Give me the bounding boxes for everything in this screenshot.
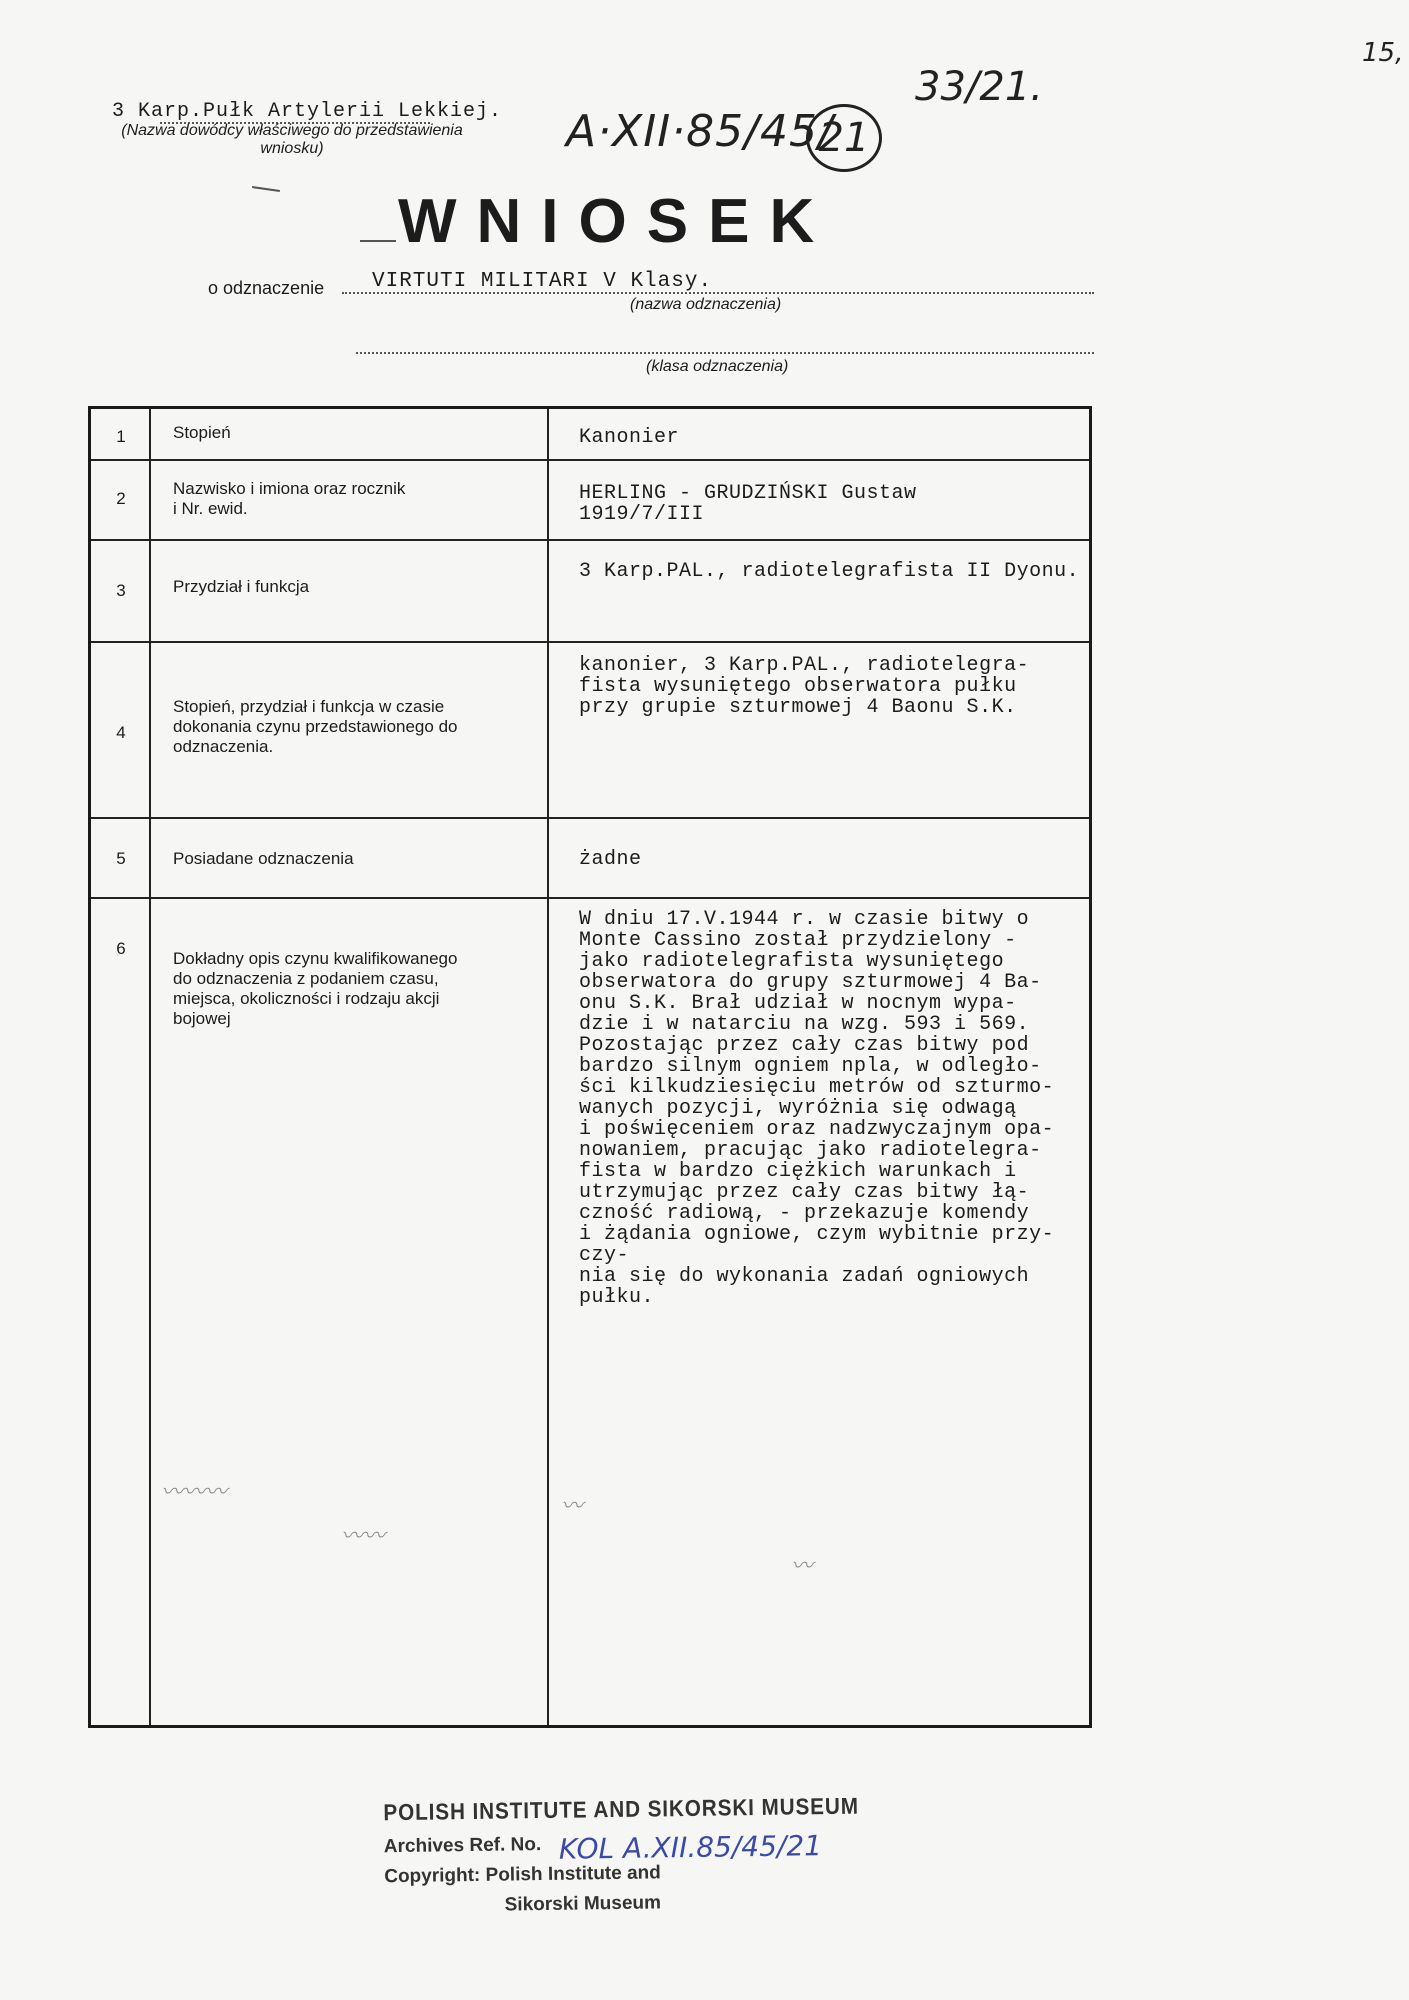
row-1-value: Kanonier	[579, 426, 680, 449]
circled-number-text: 21	[818, 115, 870, 161]
pencil-scribble-4: 〰	[791, 1553, 814, 1578]
row-divider-3	[91, 641, 1089, 643]
pencil-scribble-3: 〰	[561, 1493, 584, 1518]
unit-name: 3 Karp.Pułk Artylerii Lekkiej.	[112, 100, 503, 123]
row-5-label: Posiadane odznaczenia	[173, 849, 354, 868]
row-1-number: 1	[116, 427, 126, 446]
unit-caption-line1: (Nazwa dowódcy właściwego do przedstawienia	[121, 122, 463, 139]
stamp-copyright-line2: Sikorski Museum	[504, 1892, 662, 1916]
title-mark-2	[360, 240, 396, 242]
row-5-value: żadne	[579, 848, 642, 871]
row-3-number: 3	[116, 581, 126, 600]
row-6-value: W dniu 17.V.1944 r. w czasie bitwy o Monte Cassino został przydzielony - jako radiotelegrafista wysuniętego obserwatora do grupy szturmowej 4 Ba- onu S.K. Brał udział w nocnym wypa- dzie i w natarciu na wzg. 593 i 569. Pozostając przez cały czas bitwy pod bardzo silnym ogniem npla, w odległo- ści kilkudziesięciu metrów od szturmo- wanych pozycji, wyróżnia się odwagą i poświęceniem oraz nadzwyczajnym opa- nowaniem, pracując jako radiotelegra- fista w bardzo ciężkich warunkach i utrzymując przez cały czas bitwy łą- czność radiową, - przekazuje komendy i żądania ogniowe, czym wybitnie przy- czy- nia się do wykonania zadań ogniowych pułku.	[579, 908, 1055, 1309]
column-divider-1	[149, 409, 151, 1725]
award-name-caption: (nazwa odznaczenia)	[630, 296, 782, 313]
row-3-value: 3 Karp.PAL., radiotelegrafista II Dyonu.	[579, 560, 1080, 583]
row-6-label: Dokładny opis czynu kwalifikowanego do odznaczenia z podaniem czasu, miejsca, okoliczności i rodzaju akcji bojowej	[173, 949, 458, 1028]
award-name: VIRTUTI MILITARI V Klasy.	[372, 270, 713, 293]
corner-page-number: 15,	[1362, 38, 1404, 68]
folio-number: 33/21.	[915, 64, 1043, 110]
row-4-label: Stopień, przydział i funkcja w czasie dokonania czynu przedstawionego do odznaczenia.	[173, 697, 458, 756]
handwritten-archive-ref: A·XII·85/45/	[566, 106, 834, 157]
row-5-number: 5	[116, 849, 126, 868]
award-name-dotted-line	[342, 292, 1094, 294]
unit-caption	[92, 122, 492, 158]
row-4-number: 4	[116, 723, 126, 742]
stamp-archives-ref: KOL A.XII.85/45/21	[558, 1829, 823, 1866]
stamp-copyright-line1: Copyright: Polish Institute and	[384, 1862, 661, 1888]
title-mark	[252, 186, 280, 192]
row-divider-4	[91, 817, 1089, 819]
pencil-scribble-2: 〰〰	[341, 1523, 386, 1548]
row-divider-5	[91, 897, 1089, 899]
row-2-number: 2	[116, 489, 126, 508]
row-4-value: kanonier, 3 Karp.PAL., radiotelegra- fista wysuniętego obserwatora pułku przy grupie szturmowej 4 Baonu S.K.	[579, 654, 1030, 719]
row-1-label: Stopień	[173, 423, 231, 442]
award-class-caption: (klasa odznaczenia)	[646, 358, 789, 375]
award-label: o odznaczenie	[208, 278, 325, 298]
stamp-archives-label: Archives Ref. No.	[383, 1834, 542, 1858]
column-divider-2	[547, 409, 549, 1725]
row-3-label: Przydział i funkcja	[173, 577, 310, 596]
row-divider-2	[91, 539, 1089, 541]
circled-number	[806, 104, 882, 172]
pencil-scribble-1: 〰〰〰	[161, 1479, 228, 1504]
document-title: WNIOSEK	[398, 187, 835, 256]
row-2-value: HERLING - GRUDZIŃSKI Gustaw 1919/7/III	[579, 482, 917, 526]
row-6-number: 6	[116, 939, 126, 958]
stamp-title: POLISH INSTITUTE AND SIKORSKI MUSEUM	[383, 1792, 860, 1826]
unit-caption-line2: wniosku)	[260, 140, 324, 157]
award-class-dotted-line	[356, 352, 1094, 354]
row-divider-1	[91, 459, 1089, 461]
row-2-label: Nazwisko i imiona oraz rocznik i Nr. ewid.	[173, 479, 406, 518]
archive-stamp	[383, 1792, 860, 1918]
form-table	[88, 406, 1092, 1728]
